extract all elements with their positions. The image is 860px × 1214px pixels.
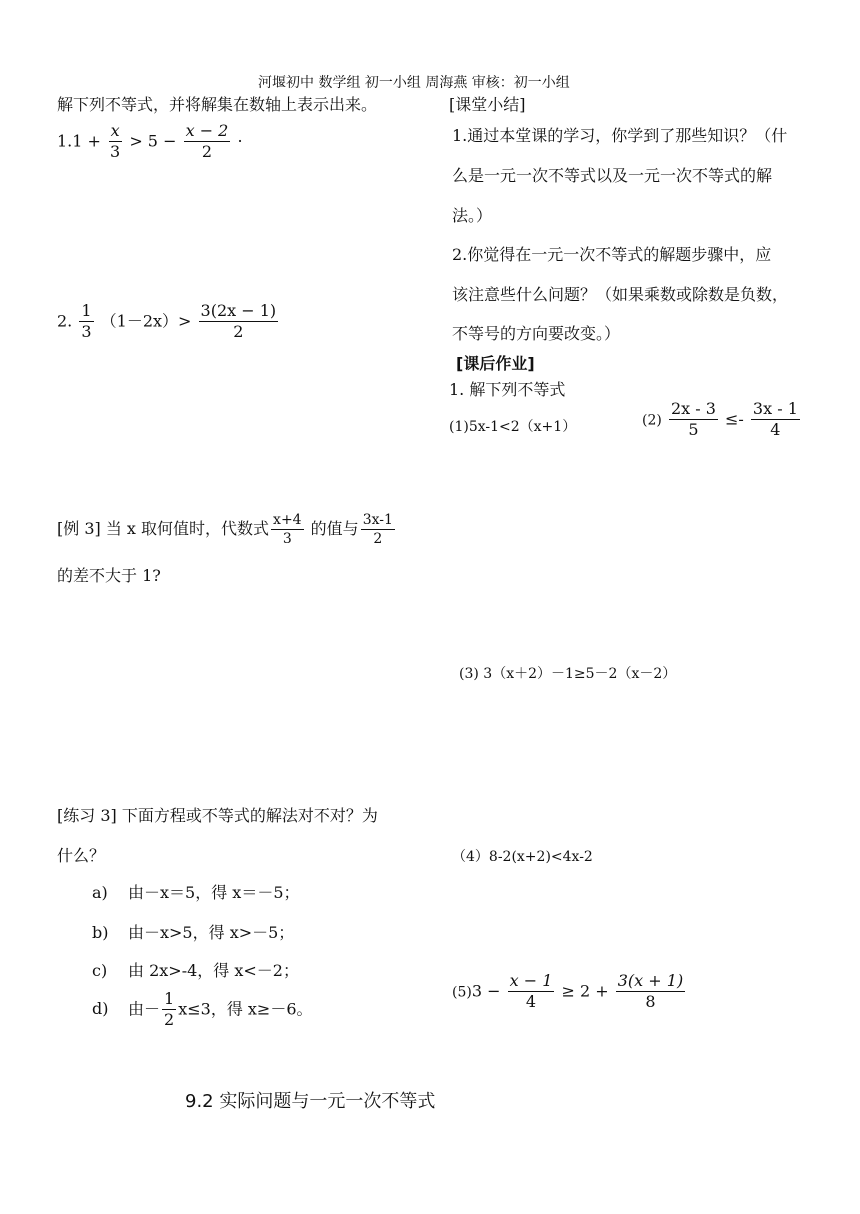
homework-3: (3) 3（x＋2）－1≥5－2（x－2） — [459, 666, 677, 682]
q1-fraction-1: $\frac{x}{3}$ — [110, 121, 121, 162]
ex3-fraction-1: $\frac{x+4}{3}$ — [273, 512, 302, 548]
q1-end: · — [237, 131, 243, 151]
q2-fraction-1: $\frac{1}{3}$ — [81, 301, 92, 342]
q1-lhs: 1 + — [72, 131, 101, 151]
q2-mid: （1－2x）> — [100, 311, 192, 331]
homework-2 — [642, 400, 802, 440]
intro-text: 解下列不等式，并将解集在数轴上表示出来。 — [57, 95, 378, 114]
summary-line-3: 法。） — [452, 206, 493, 225]
homework-1: (1)5x-1<2（x+1） — [449, 419, 577, 435]
q2-label: 2. — [57, 311, 73, 331]
practice-item-d: d) 由－ $\frac{1}{2}$ x≤3，得 x≥－6。 — [92, 989, 313, 1030]
practice-item-a: a) 由－x＝5，得 x＝－5； — [92, 883, 300, 902]
homework-4: （4）8-2(x+2)<4x-2 — [452, 849, 593, 865]
hw5-lhs: 3 − — [471, 981, 501, 1001]
hw5-fraction-2: $\frac{3(x + 1)}{8}$ — [617, 971, 684, 1012]
page-header: 河堰初中 数学组 初一小组 周海燕 审核：初一小组 — [258, 75, 570, 91]
example-3 — [57, 512, 397, 547]
practice-d-fraction: $\frac{1}{2}$ — [164, 989, 175, 1030]
hw2-label: (2) — [642, 412, 662, 429]
ex3-fraction-2: $\frac{3x-1}{2}$ — [362, 512, 393, 548]
practice-item-c: c) 由 2x>-4，得 x<－2； — [92, 961, 299, 980]
q1-fraction-2: $\frac{x - 2}{2}$ — [185, 121, 229, 162]
example-3-line2: 的差不大于 1? — [57, 566, 161, 585]
practice-3-line1: [练习 3] 下面方程或不等式的解法对不对？为 — [57, 806, 378, 825]
ex3-prefix: [例 3] 当 x 取何值时，代数式 — [57, 519, 270, 539]
homework-5 — [452, 972, 687, 1012]
summary-title: [课堂小结] — [449, 95, 526, 114]
hw5-fraction-1: $\frac{x - 1}{4}$ — [509, 971, 553, 1012]
summary-line-1: 1.通过本堂课的学习，你学到了那些知识？（什 — [452, 126, 788, 145]
hw5-label: (5) — [452, 984, 472, 1001]
summary-line-5: 该注意些什么问题？（如果乘数或除数是负数， — [452, 285, 789, 304]
q1-mid: > 5 − — [129, 131, 177, 151]
hw2-mid: ≤- — [725, 409, 744, 429]
practice-3-line2: 什么？ — [57, 846, 106, 865]
practice-item-b: b) 由－x>5，得 x>－5； — [92, 923, 295, 942]
summary-line-6: 不等号的方向要改变。） — [452, 324, 621, 343]
hw2-fraction-2: $\frac{3x - 1}{4}$ — [752, 399, 798, 440]
q2-fraction-2: $\frac{3(2x - 1)}{2}$ — [200, 301, 277, 342]
question-2 — [57, 302, 280, 342]
ex3-mid: 的值与 — [305, 519, 359, 539]
summary-line-2: 么是一元一次不等式以及一元一次不等式的解 — [452, 166, 773, 185]
q1-label: 1. — [57, 131, 73, 151]
homework-title: [课后作业] — [456, 354, 535, 373]
hw2-fraction-1: $\frac{2x - 3}{5}$ — [670, 399, 716, 440]
homework-intro: 1. 解下列不等式 — [449, 380, 566, 399]
summary-line-4: 2.你觉得在一元一次不等式的解题步骤中，应 — [452, 245, 772, 264]
question-1 — [57, 122, 243, 162]
hw5-mid: ≥ 2 + — [561, 981, 609, 1001]
section-title: 9.2 实际问题与一元一次不等式 — [185, 1091, 436, 1112]
